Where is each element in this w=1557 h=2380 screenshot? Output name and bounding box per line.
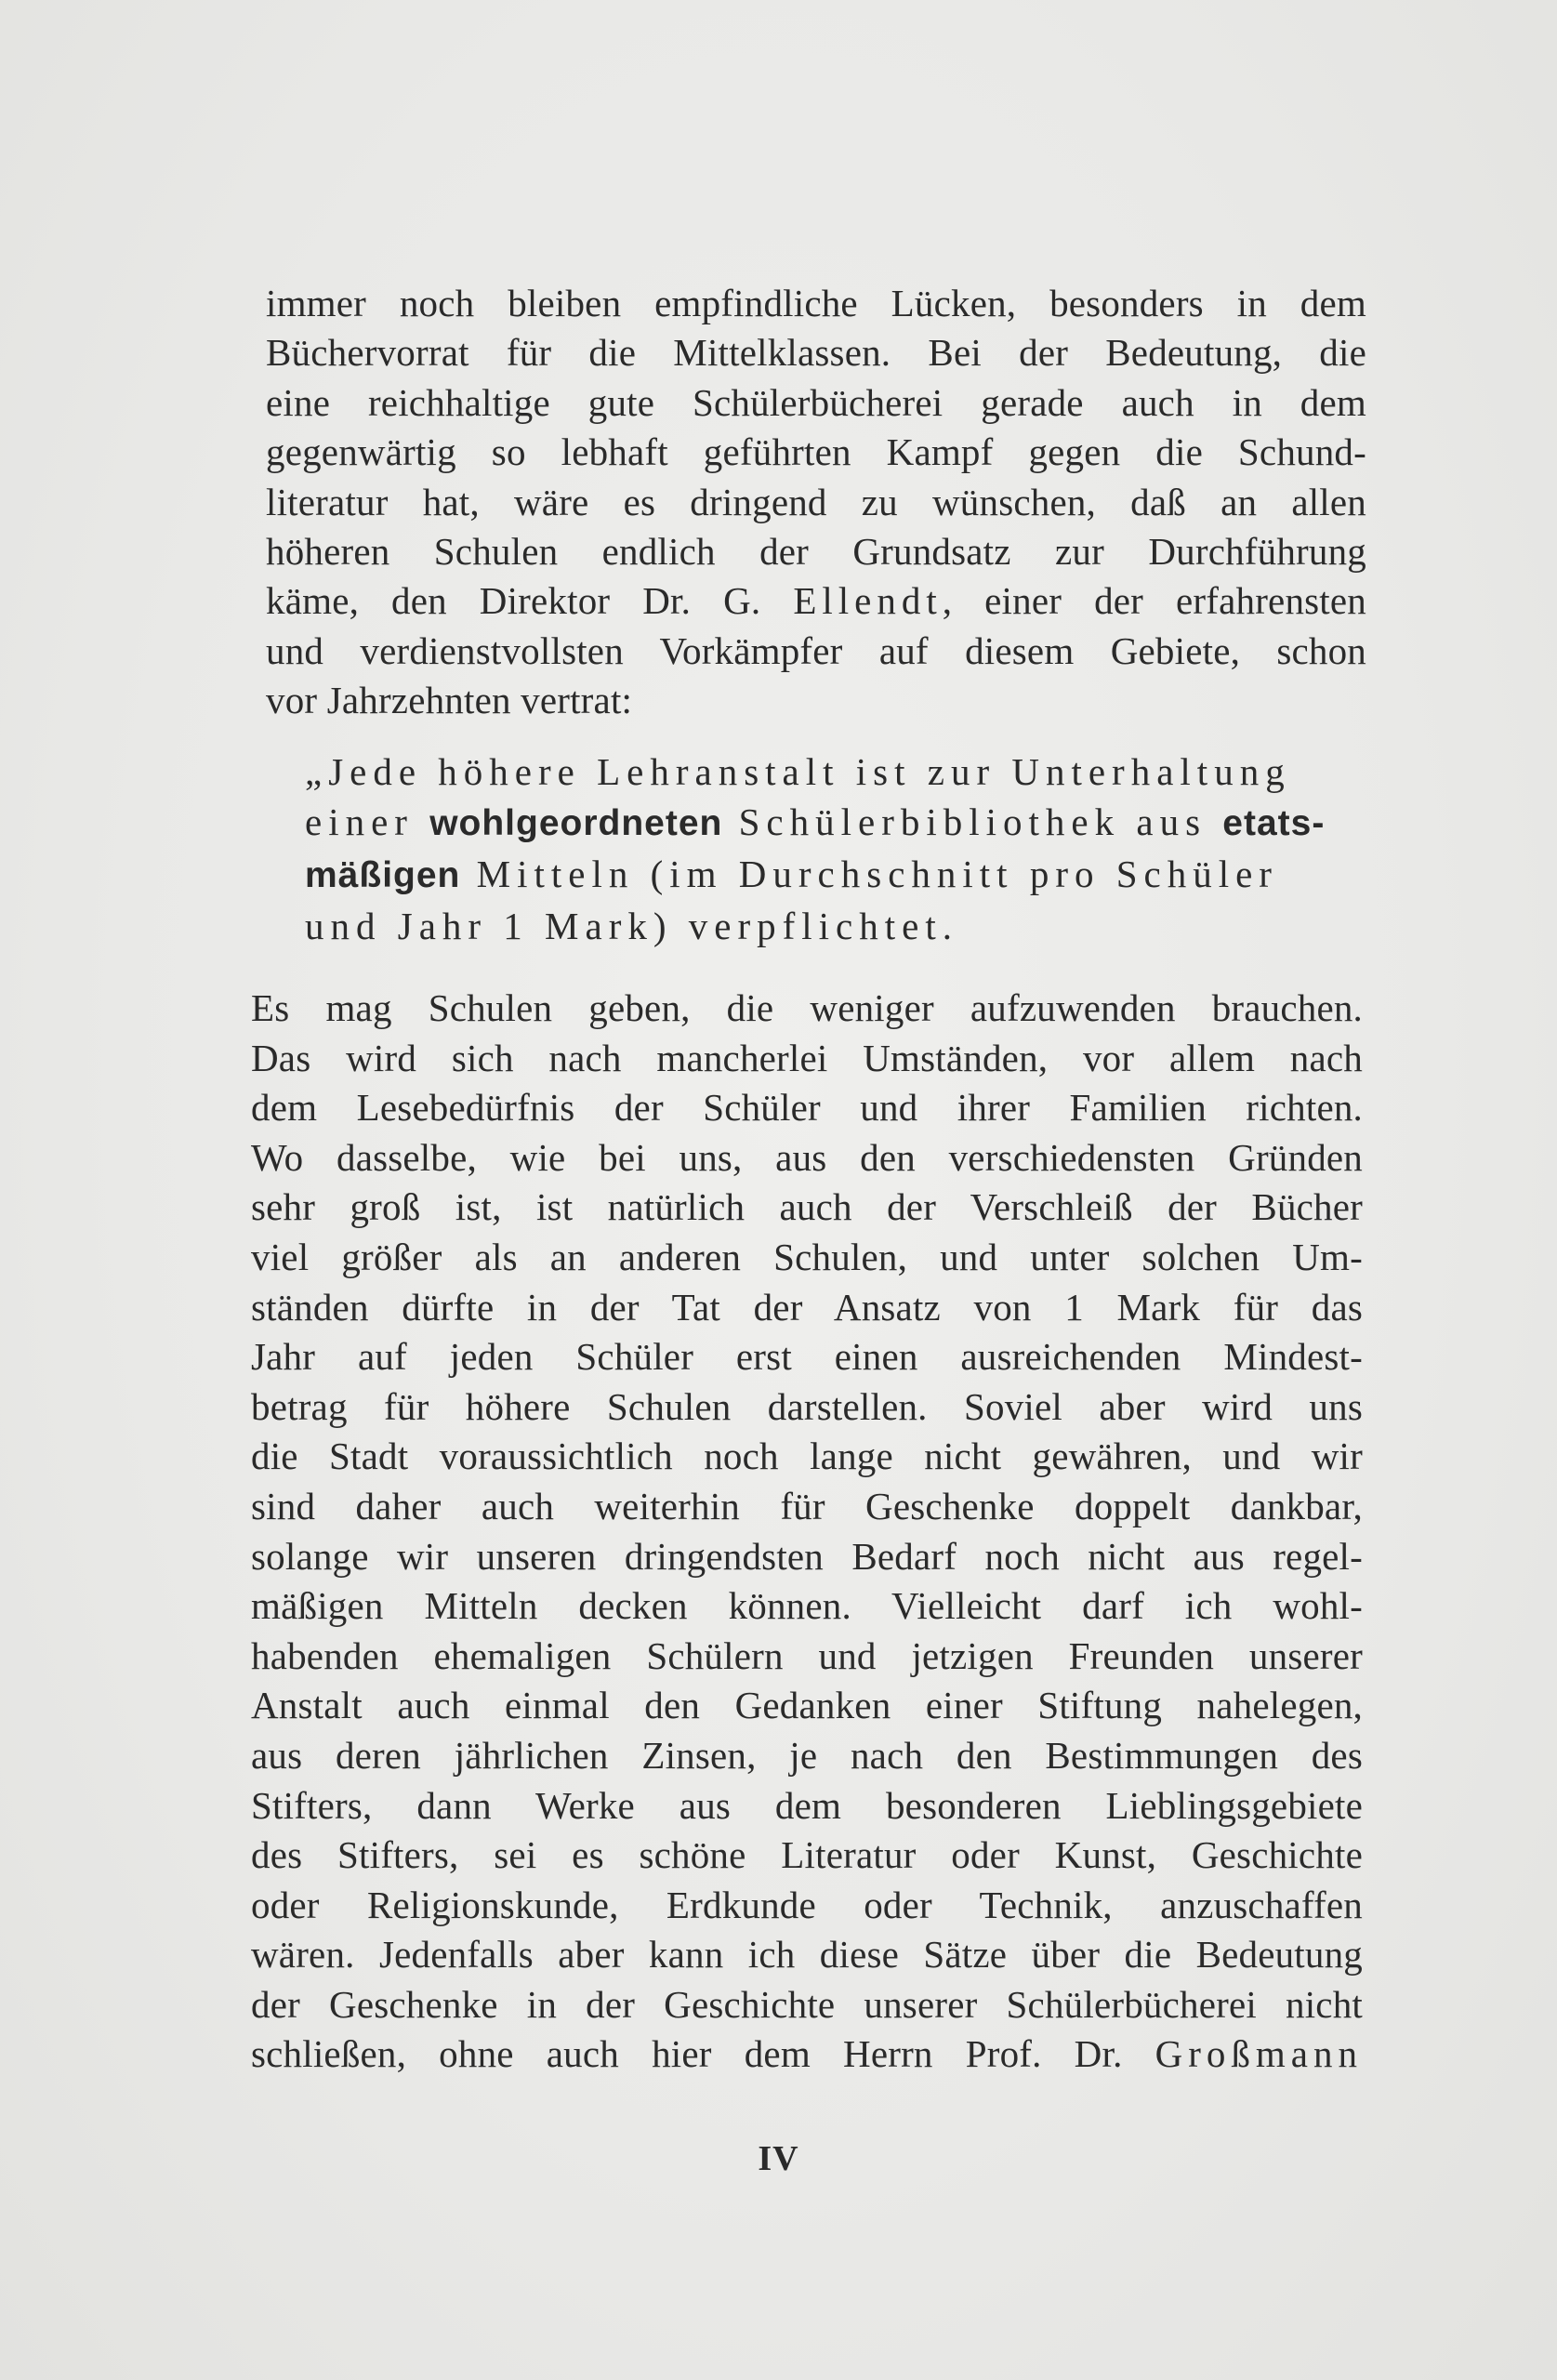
text-line: die Stadt voraussichtlich noch lange nicht gewähren, und wir	[251, 1435, 1363, 1478]
text-line: solange wir unseren dringendsten Bedarf noch nicht aus regel-	[251, 1534, 1363, 1578]
text-line: Anstalt auch einmal den Gedanken einer Stiftung nahelegen,	[251, 1684, 1363, 1727]
text-line: Das wird sich nach mancherlei Umständen, vor allem nach	[251, 1036, 1363, 1079]
text-segment: schließen, ohne auch hier dem Herrn Prof. Dr.	[251, 2032, 1123, 2076]
quote-bold: wohlgeordneten	[429, 803, 723, 843]
text-line: höheren Schulen endlich der Grundsatz zur Durchführung	[266, 530, 1366, 574]
text-line: literatur hat, wäre es dringend zu wünschen, daß an allen	[266, 480, 1366, 523]
text-line: eine reichhaltige gute Schülerbücherei gerade auch in dem	[266, 380, 1366, 424]
quote-segment: Mitteln (im Durchschnitt pro Schüler	[476, 853, 1278, 895]
text-segment: käme, den Direktor Dr. G.	[266, 579, 761, 623]
text-segment: , einer der erfahrensten	[942, 579, 1366, 623]
text-line: ständen dürfte in der Tat der Ansatz von 1 Mark für das	[251, 1285, 1363, 1329]
text-line: mäßigen Mitteln decken können. Vielleicht darf ich wohl-	[251, 1584, 1363, 1628]
quote-segment: Schülerbibliothek aus	[738, 800, 1207, 843]
page-number: IV	[758, 2139, 799, 2178]
quote-line: „Jede höhere Lehranstalt ist zur Unterhaltung	[305, 750, 1291, 793]
text-line: betrag für höhere Schulen darstellen. Soviel aber wird uns	[251, 1384, 1363, 1428]
quote-block	[305, 747, 1365, 951]
quote-line	[305, 797, 1365, 849]
text-line: vor Jahrzehnten vertrat:	[266, 679, 633, 722]
text-line: des Stifters, sei es schöne Literatur oder Kunst, Geschichte	[251, 1833, 1363, 1877]
paragraph-bottom	[251, 984, 1363, 2080]
quote-segment: einer	[305, 800, 414, 843]
spaced-name: Großmann	[1155, 2032, 1363, 2076]
text-line: sind daher auch weiterhin für Geschenke doppelt dankbar,	[251, 1484, 1363, 1527]
quote-line: und Jahr 1 Mark) verpflichtet.	[305, 905, 958, 947]
text-line: und verdienstvollsten Vorkämpfer auf diesem Gebiete, schon	[266, 628, 1366, 672]
text-line: gegenwärtig so lebhaft geführten Kampf gegen die Schund-	[266, 430, 1366, 474]
text-line: viel größer als an anderen Schulen, und unter solchen Um-	[251, 1235, 1363, 1278]
paragraph-top	[266, 279, 1366, 726]
text-line: oder Religionskunde, Erdkunde oder Technik, anzuschaffen	[251, 1883, 1363, 1926]
text-line: sehr groß ist, ist natürlich auch der Verschleiß der Bücher	[251, 1185, 1363, 1229]
text-line: aus deren jährlichen Zinsen, je nach den Bestimmungen des	[251, 1733, 1363, 1777]
spaced-name: Ellendt	[793, 579, 943, 623]
text-line: Es mag Schulen geben, die weniger aufzuwenden brauchen.	[251, 986, 1363, 1029]
text-line: immer noch bleiben empfindliche Lücken, besonders in dem	[266, 282, 1366, 324]
quote-bold: mäßigen	[305, 855, 461, 895]
text-line	[266, 576, 1366, 626]
text-line: Büchervorrat für die Mittelklassen. Bei der Bedeutung, die	[266, 331, 1366, 375]
text-line: Stifters, dann Werke aus dem besonderen Lieblingsgebiete	[251, 1783, 1363, 1827]
text-line: Jahr auf jeden Schüler erst einen ausreichenden Mindest-	[251, 1335, 1363, 1379]
text-line: wären. Jedenfalls aber kann ich diese Sätze über die Bedeutung	[251, 1933, 1363, 1977]
text-line: Wo dasselbe, wie bei uns, aus den verschiedensten Gründen	[251, 1135, 1363, 1179]
text-line	[251, 2030, 1363, 2080]
text-line: dem Lesebedürfnis der Schüler und ihrer Familien richten.	[251, 1086, 1363, 1130]
quote-line	[305, 849, 1365, 901]
text-line: der Geschenke in der Geschichte unserer Schülerbücherei nicht	[251, 1982, 1363, 2026]
quote-bold: etats-	[1222, 803, 1326, 843]
text-line: habenden ehemaligen Schülern und jetzigen Freunden unserer	[251, 1633, 1363, 1677]
